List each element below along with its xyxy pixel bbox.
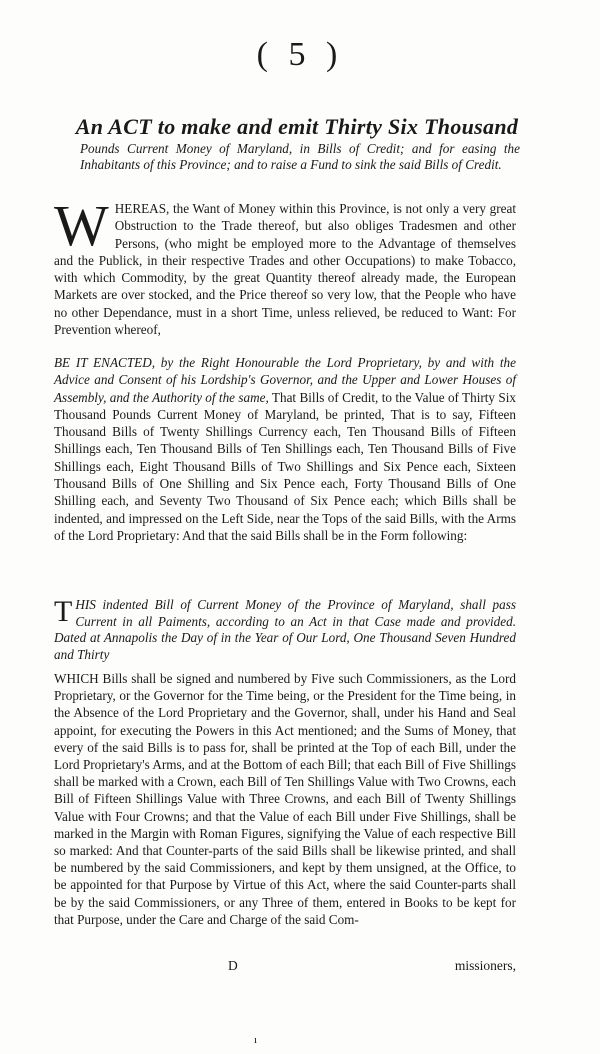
preamble-drop-cap: W <box>54 193 109 258</box>
page-number: ( 5 ) <box>256 36 344 73</box>
preamble-paragraph <box>54 193 516 338</box>
signature-mark: D <box>228 958 238 973</box>
bill-form-drop-cap: T <box>54 595 73 628</box>
act-title: An ACT to make and emit Thirty Six Thousand <box>75 114 519 139</box>
enacting-clause: BE IT ENACTED, by the Right Honourable the Lord Proprietary, by and with the Advice and Consent of his Lordship's Governor, and the Upper and Lower Houses of Assembly, and the Authority of the same, <box>54 355 516 405</box>
bill-form-paragraph <box>54 597 516 663</box>
bill-form-text: HIS indented Bill of Current Money of the Province of Maryland, shall pass Current in all Paiments, according to an Act in that Case made and provided. Dated at Annapolis the Day of in the Year of Our Lord, One Thousand Seven Hundred and Thirty <box>54 597 516 662</box>
enacting-text: That Bills of Credit, to the Value of Thirty Six Thousand Pounds Current Money of Maryland, be printed, That is to say, Fifteen Thousand Bills of Twenty Shillings Currency each, Ten Thousand Bills of Fifteen Shillings each, Ten Thousand Bills of Ten Shillings each, Ten Thousand Bills of Five Shillings each, Eight Thousand Bills of Two Shillings and Six Pence each, Sixteen Thousand Bills of One Shilling and Six Pence each, Forty Thousand Bills of One Shilling each, and Seventy Two Thousand of Six Pence each; which Bills shall be indented, and impressed on the Left Side, near the Tops of the said Bills, with the Arms of the Lord Proprietary: And that the said Bills shall be in the Form following: <box>54 389 516 543</box>
enacting-paragraph <box>54 354 516 544</box>
act-subtitle: Pounds Current Money of Maryland, in Bills of Credit; and for easing the Inhabitants of this Province; and to raise a Fund to sink the said Bills of Credit. <box>80 141 520 172</box>
which-paragraph <box>54 670 516 928</box>
footer-mark: ı <box>254 1034 258 1046</box>
catchword: missioners, <box>454 958 516 973</box>
which-text: WHICH Bills shall be signed and numbered by Five such Commissioners, as the Lord Proprietary, or the Governor for the Time being, or the President for the Time being, in the Absence of the Lord Proprietary and the Governor, shall, under his Hand and Seal appoint, for executing the Powers in this Act mentioned; and the Sums of Money, that every of the said Bills is to pass for, shall be printed at the Top of each Bill, under the Lord Proprietary's Arms, and at the Bottom of each Bill; that each Bill of Five Shillings shall be marked with a Crown, each Bill of Ten Shillings Value with Two Crowns, each Bill of Fifteen Shillings Value with Three Crowns, and each Bill of Twenty Shillings Value with Four Crowns; and that the Value of each Bill under Five Shillings, shall be marked in the Margin with Roman Figures, signifying the Value of each respective Bill so marked: And that Counter-parts of the said Bills shall be likewise printed, and shall be numbered by the said Commissioners, and kept by them unsigned, at the Office, to be appointed for that Purpose by Virtue of this Act, where the said Counter-parts shall be by the said Commissioners, or any Three of them, entered in Books to be kept for that Purpose, under the Care and Charge of the said Com- <box>54 671 516 927</box>
preamble-text: HEREAS, the Want of Money within this Province, is not only a very great Obstruction to the Trade thereof, but also obliges Tradesmen and other Persons, (who might be employed more to the Advantage of themselves and the Publick, in their respective Trades and other Occupations) to make Tobacco, with which Commodity, by the great Quantity thereof already made, the European Markets are over stocked, and the Price thereof so very low, that the People who have no other Dependance, must in a short Time, unless relieved, be reduced to Want: For Prevention whereof, <box>54 201 516 338</box>
